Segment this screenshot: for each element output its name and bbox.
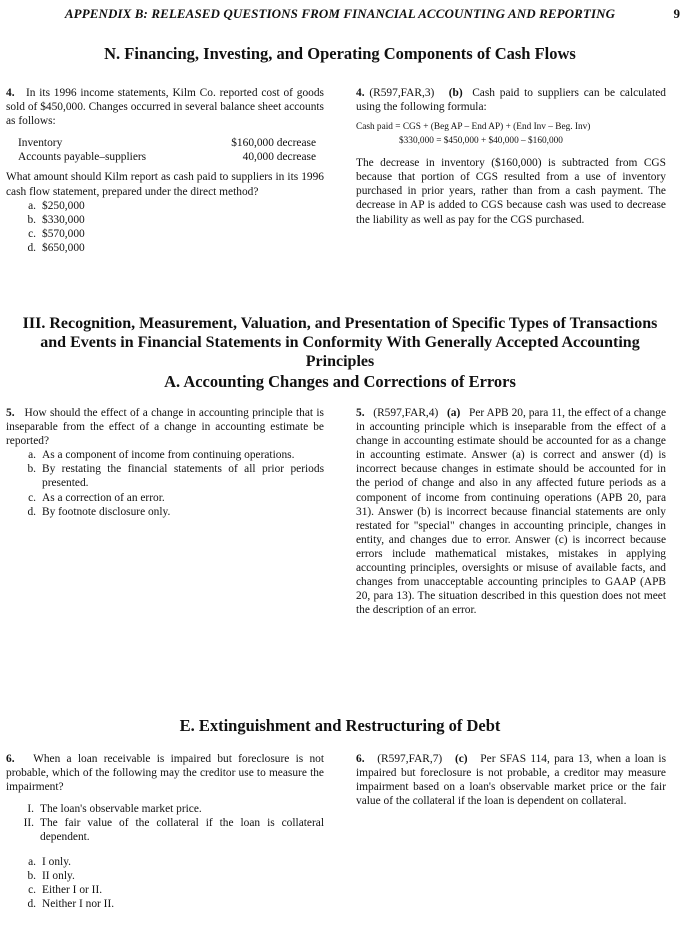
subsection-a-heading: A. Accounting Changes and Corrections of Errors: [164, 372, 516, 391]
answer-4: 4. (R597,FAR,3) (b) Cash paid to suppliers can be calculated using the following formula: Cash paid = CGS + (Beg AP – End AP) + (End Inv – Beg. Inv) $330,000 = $450,000 + $40,000 – $160,000 The decrease in inventory ($160,000) is subtracted from CGS because that portion of CGS resulted from a use of inventory purchased in prior years, rather than from a cash payment. The decrease in AP is added to CGS because cash was used to decrease the liability as well as pay for the CGS purchased.: [356, 87, 666, 226]
answer-reference: (R597,FAR,4): [373, 407, 439, 419]
answer-explanation: Per SFAS 114, para 13, when a loan is impaired but foreclosure is not probable, a creditor may measure impairment based on a loan's observable market price or the fair value of the collateral if the loan is dependent on collateral.: [356, 753, 667, 808]
account-row: Accounts payable–suppliers 40,000 decrease: [18, 151, 316, 164]
answer-6: 6. (R597,FAR,7) (c) Per SFAS 114, para 13, when a loan is impaired but foreclosure is not probable, a creditor may measure impairment based on a loan's observable market price or the fair value of the collateral if the loan is dependent on collateral.: [356, 753, 667, 808]
question-stem: In its 1996 income statements, Kilm Co. reported cost of goods sold of $450,000. Changes occurred in several balance sheet accounts as follows:: [6, 87, 324, 128]
answer-option: c. Either I or II.: [28, 883, 103, 896]
answer-choice: (c): [454, 753, 468, 765]
answer-option: a. As a component of income from continuing operations.: [28, 449, 295, 462]
section-iii-heading: III. Recognition, Measurement, Valuation, and Presentation of Specific Types of Transactions and Events in Financial Statements in Conformity With Generally Accepted Accounting Principles: [22, 315, 658, 370]
question-4: [6, 86, 324, 255]
answer-option: d. By footnote disclosure only.: [27, 505, 171, 518]
question-stem: When a loan receivable is impaired but foreclosure is not probable, which of the following may the creditor use to measure the impairment?: [6, 753, 324, 794]
answer-choice: (b): [448, 87, 463, 99]
question-5: 5. How should the effect of a change in accounting principle that is inseparable from the effect of a change in accounting estimate be reported? a. As a component of income from continuing operations. b. By restating the financial statements of all prior periods presented. c. As a correction of an error. d. By footnote disclosure only.: [6, 407, 324, 518]
answer-option: a. I only.: [28, 855, 71, 868]
answer-option: d. Neither I nor II.: [27, 897, 115, 910]
answer-option: a. $250,000: [28, 199, 85, 212]
statement-item: I. The loan's observable market price.: [27, 803, 202, 816]
answer-5: 5. (R597,FAR,4) (a) Per APB 20, para 11, the effect of a change in accounting principle which is inseparable from the effect of a change in accounting estimate should be accounted for as a change in accounting estimate. Answer (a) is correct and answer (d) is incorrect because changes in estimate should be accounted for in the period of change and also in any affected future periods as a component of income from continuing operations (APB 20, para 31). Answer (b) is incorrect because financial statements are only restated for "special" changes in accounting principle, changes in entity, and changes due to error. Answer (c) is incorrect because errors include mathematical mistakes, mistakes in applying accounting principles, oversights or misuse of available facts, and changes from unacceptable accounting principles to GAAP (APB 20, para 13). The situation described in this question does not meet the description of an error.: [356, 407, 667, 617]
question-number: 4.: [6, 87, 15, 99]
running-header: APPENDIX B: RELEASED QUESTIONS FROM FINANCIAL ACCOUNTING AND REPORTING: [64, 6, 616, 21]
answer-option: d. $650,000: [27, 241, 85, 254]
question-text: What amount should Kilm report as cash paid to suppliers in its 1996 cash flow statement, prepared under the direct method?: [6, 171, 324, 198]
answer-option: c. $570,000: [28, 227, 85, 240]
answer-choice: (a): [447, 407, 461, 419]
answer-option: c. As a correction of an error.: [28, 491, 165, 504]
formula-line: Cash paid = CGS + (Beg AP – End AP) + (End Inv – Beg. Inv): [356, 122, 591, 133]
answer-reference: (R597,FAR,3): [369, 87, 435, 99]
answer-explanation: The decrease in inventory ($160,000) is subtracted from CGS because that portion of CGS resulted from a use of inventory purchased in prior years, rather than from a cash payment. The decrease in AP is added to CGS because cash was used to decrease the liability as well as pay for the CGS purchased.: [356, 157, 666, 226]
answer-option: b. $330,000: [27, 213, 85, 226]
question-stem: How should the effect of a change in accounting principle that is inseparable from the effect of a change in accounting estimate be reported?: [6, 407, 324, 448]
page-number: 9: [673, 6, 680, 21]
account-row: Inventory $160,000 decrease: [18, 137, 316, 150]
statement-item: II. The fair value of the collateral if the loan is collateral dependent.: [23, 817, 324, 844]
section-n-heading: N. Financing, Investing, and Operating Components of Cash Flows: [104, 44, 576, 63]
answer-reference: (R597,FAR,7): [377, 753, 443, 765]
answer-option: b. II only.: [27, 869, 75, 882]
answer-option: b. By restating the financial statements of all prior periods presented.: [27, 463, 324, 490]
formula-line: $330,000 = $450,000 + $40,000 – $160,000: [399, 136, 563, 147]
answer-explanation: Per APB 20, para 11, the effect of a change in accounting principle which is inseparable from the effect of a change in accounting estimate should be accounted for as a change in accounting estimate. Answer (a) is correct and answer (d) is incorrect because changes in estimate should be accounted for in the period of change and also in any affected future periods as a component of income from continuing operations (APB 20, para 31). Answer (b) is incorrect because financial statements are only restated for "special" changes in accounting principle, changes in entity, and changes due to error. Answer (c) is incorrect because errors include mathematical mistakes, mistakes in applying accounting principles, oversights or misuse of available facts, and changes from unacceptable accounting principles to GAAP (APB 20, para 13). The situation described in this question does not meet the description of an error.: [356, 407, 667, 617]
question-6: 6. When a loan receivable is impaired but foreclosure is not probable, which of the following may the creditor use to measure the impairment? I. The loan's observable market price. II. The fair value of the collateral if the loan is collateral dependent. a. I only. b. II only. c. Either I or II. d. Neither I nor II.: [6, 753, 324, 910]
subsection-e-heading: E. Extinguishment and Restructuring of Debt: [179, 716, 501, 735]
